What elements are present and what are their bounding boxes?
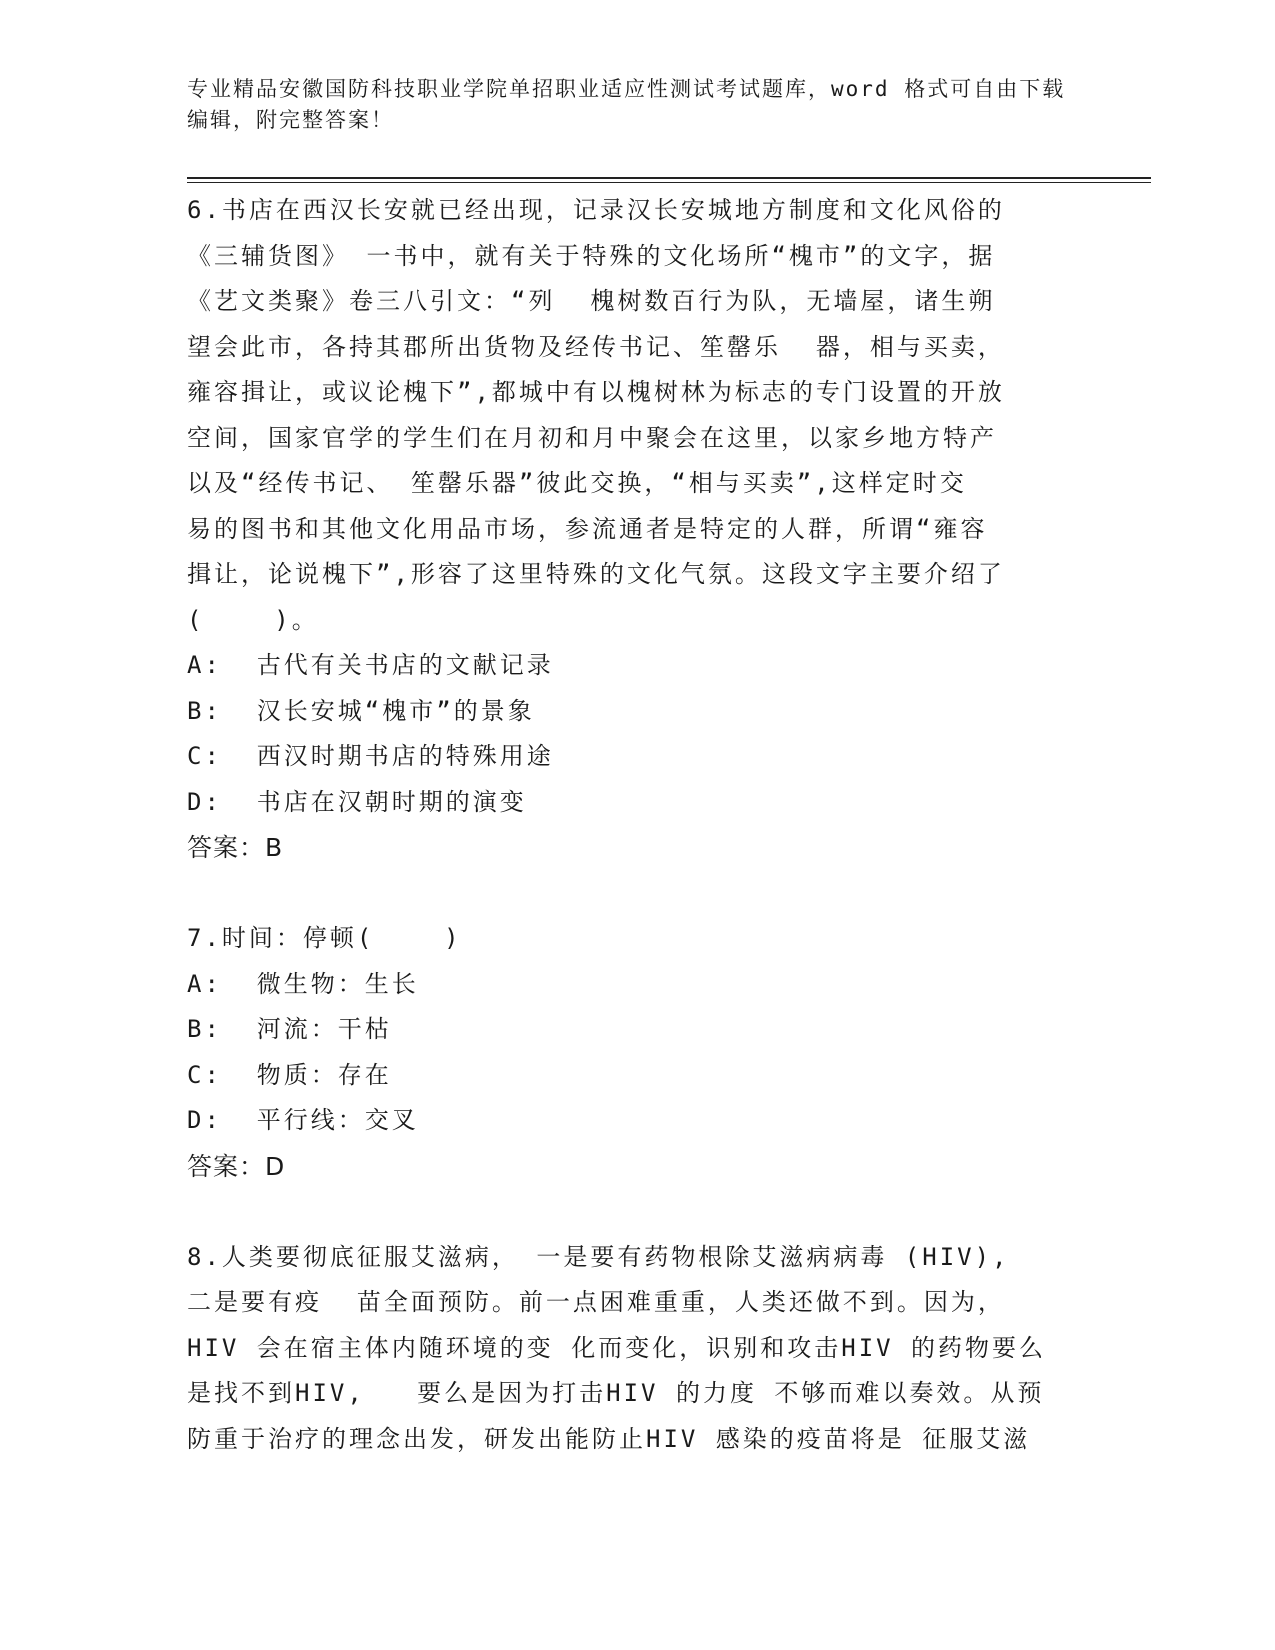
question-6-option-a: A: 古代有关书店的文献记录: [187, 651, 554, 679]
question-6-line-8: 易的图书和其他文化用品市场，参流通者是特定的人群，所谓“雍容: [187, 514, 988, 543]
question-6-option-c: C: 西汉时期书店的特殊用途: [187, 742, 554, 770]
question-7: [187, 916, 1087, 1189]
question-6-option-b: B: 汉长安城“槐市”的景象: [187, 696, 535, 725]
spacer: [187, 1189, 1087, 1235]
question-7-option-b: B: 河流：干枯: [187, 1015, 392, 1043]
header-rule-thick: [187, 177, 1151, 179]
question-7-option-c: C: 物质：存在: [187, 1060, 392, 1089]
page-header: 专业精品安徽国防科技职业学院单招职业适应性测试考试题库，word 格式可自由下载编辑，附完整答案！: [187, 77, 1066, 132]
document-body: [187, 188, 1087, 1462]
question-8-line-1: 8.人类要彻底征服艾滋病， 一是要有药物根除艾滋病病毒 (HIV),: [187, 1242, 1010, 1271]
question-8: [187, 1235, 1087, 1463]
question-6-answer: 答案：B: [187, 833, 284, 862]
question-7-option-a: A: 微生物：生长: [187, 969, 419, 998]
question-6-line-7: 以及“经传书记、 笙罄乐器”彼此交换，“相与买卖”,这样定时交: [187, 469, 967, 497]
question-6-line-2: 《三辅货图》 一书中，就有关于特殊的文化场所“槐市”的文字，据: [187, 241, 996, 270]
question-7-option-d: D: 平行线：交叉: [187, 1106, 419, 1134]
question-6-line-6: 空间，国家官学的学生们在月初和月中聚会在这里，以家乡地方特产: [187, 423, 997, 452]
question-8-line-5: 防重于治疗的理念出发，研发出能防止HIV 感染的疫苗将是 征服艾滋: [187, 1424, 1031, 1453]
question-6-line-1: 6.书店在西汉长安就已经出现，记录汉长安城地方制度和文化风俗的: [187, 196, 1005, 224]
question-8-line-4: 是找不到HIV, 要么是因为打击HIV 的力度 不够而难以奏效。从预: [187, 1379, 1045, 1407]
question-6-line-9: 揖让，论说槐下”,形容了这里特殊的文化气氛。这段文字主要介绍了: [187, 560, 1005, 588]
question-6-line-10: ( )。: [187, 605, 319, 634]
question-6-line-4: 望会此市，各持其郡所出货物及经传书记、笙罄乐 器，相与买卖，: [187, 332, 1005, 361]
question-7-answer: 答案：D: [187, 1151, 286, 1181]
question-8-line-2: 二是要有疫 苗全面预防。前一点困难重重，人类还做不到。因为，: [187, 1288, 1005, 1316]
question-6-line-3: 《艺文类聚》卷三八引文：“列 槐树数百行为队，无墙屋，诸生朔: [187, 287, 996, 315]
question-7-line-1: 7.时间：停顿( ): [187, 924, 462, 952]
question-6-line-5: 雍容揖让，或议论槐下”,都城中有以槐树林为标志的专门设置的开放: [187, 378, 1005, 406]
question-6-option-d: D: 书店在汉朝时期的演变: [187, 787, 527, 816]
spacer: [187, 871, 1087, 917]
header-rule-thin: [187, 182, 1151, 183]
question-8-line-3: HIV 会在宿主体内随环境的变 化而变化，识别和攻击HIV 的药物要么: [187, 1333, 1047, 1362]
question-6: [187, 188, 1087, 871]
